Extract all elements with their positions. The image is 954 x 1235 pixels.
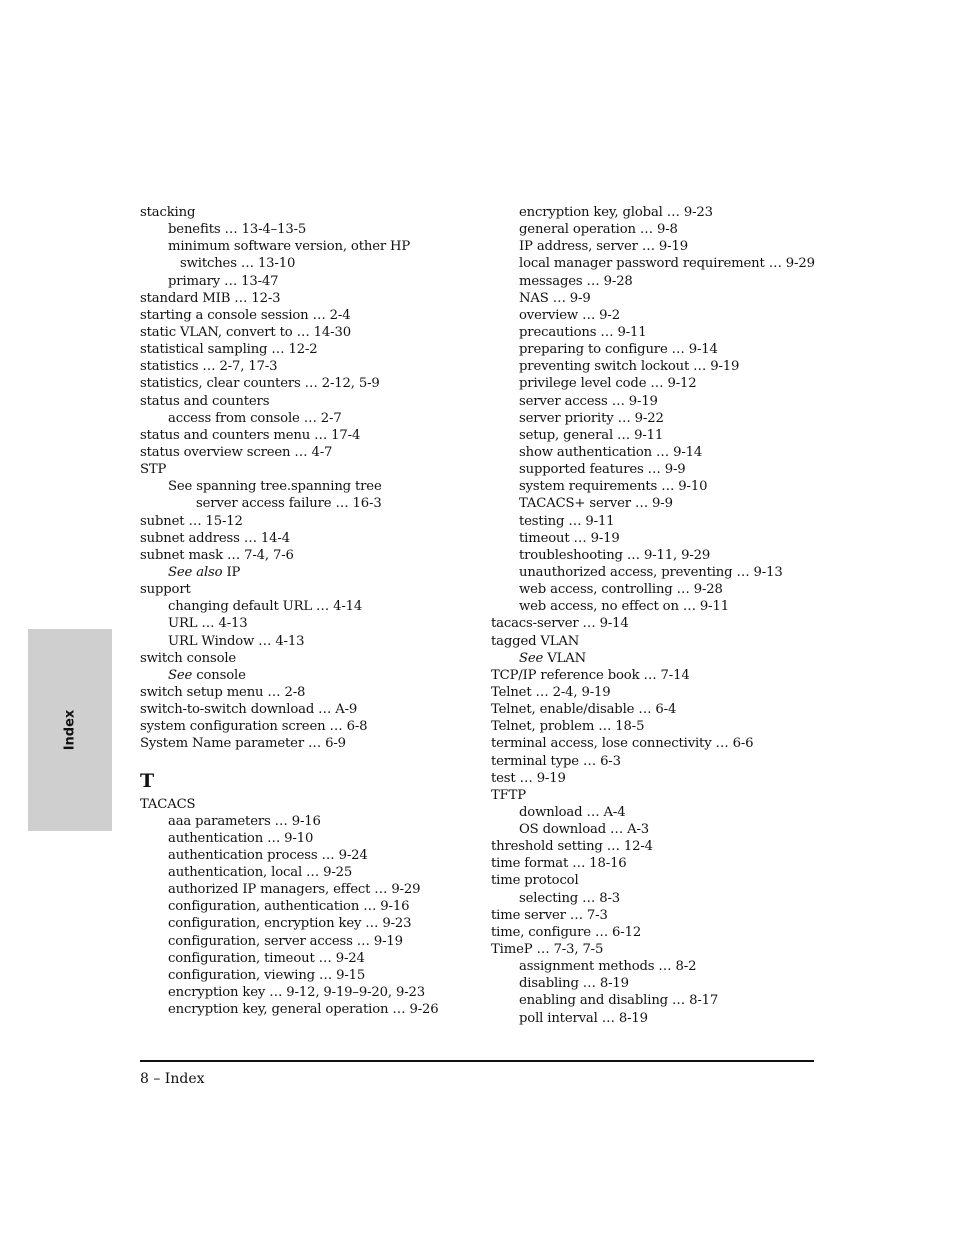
- index-subsubentry: server access failure … 16-3: [196, 496, 382, 512]
- see-target: VLAN: [547, 650, 586, 666]
- page-footer: 8 – Index: [140, 1071, 205, 1087]
- index-entry: switch setup menu … 2-8: [140, 684, 306, 700]
- index-entry: time protocol: [491, 873, 579, 889]
- index-entry: status overview screen … 4-7: [140, 444, 333, 460]
- index-subentry: download … A-4: [519, 804, 626, 820]
- index-entry: status and counters menu … 17-4: [140, 427, 361, 443]
- index-subentry: authentication … 9-10: [168, 830, 314, 846]
- see-label: See: [168, 667, 193, 683]
- index-column-right: [491, 204, 871, 1027]
- index-subentry: messages … 9-28: [519, 273, 633, 289]
- index-entry: Telnet, problem … 18-5: [491, 719, 645, 735]
- footer-rule: [140, 1060, 814, 1062]
- index-entry: stacking: [140, 205, 196, 220]
- index-entry: tacacs-server … 9-14: [491, 616, 629, 632]
- index-entry: TACACS: [140, 796, 196, 812]
- index-entry: TimeP … 7-3, 7-5: [491, 942, 604, 958]
- index-subentry: OS download … A-3: [519, 822, 650, 838]
- index-entry: time, configure … 6-12: [491, 924, 642, 940]
- index-entry: statistics … 2-7, 17-3: [140, 359, 278, 375]
- index-entry: subnet mask … 7-4, 7-6: [140, 547, 294, 563]
- index-entry: subnet address … 14-4: [140, 530, 290, 546]
- index-subentry: general operation … 9-8: [519, 222, 678, 238]
- index-subentry: NAS … 9-9: [519, 290, 591, 306]
- index-subentry: selecting … 8-3: [519, 890, 620, 906]
- index-entry: tagged VLAN: [491, 633, 580, 649]
- index-side-tab-label: Index: [62, 709, 78, 751]
- index-entry: statistics, clear counters … 2-12, 5-9: [140, 376, 380, 392]
- index-subentry: encryption key … 9-12, 9-19–9-20, 9-23: [168, 985, 426, 1001]
- index-entry: statistical sampling … 12-2: [140, 342, 318, 358]
- index-subentry: preparing to configure … 9-14: [519, 342, 718, 358]
- index-entry: TCP/IP reference book … 7-14: [491, 667, 690, 683]
- index-subentry: TACACS+ server … 9-9: [519, 496, 673, 512]
- index-entry: threshold setting … 12-4: [491, 839, 653, 855]
- index-subentry-continued: switches … 13-10: [180, 256, 296, 272]
- index-subentry: access from console … 2-7: [168, 410, 342, 426]
- index-subentry: URL … 4-13: [168, 616, 248, 632]
- index-entry: terminal access, lose connectivity … 6-6: [491, 736, 754, 752]
- index-entry: subnet … 15-12: [140, 513, 243, 529]
- index-subentry: assignment methods … 8-2: [519, 959, 697, 975]
- index-subentry: show authentication … 9-14: [519, 444, 703, 460]
- index-subentry: configuration, server access … 9-19: [168, 933, 403, 949]
- see-also-target: IP: [226, 564, 241, 580]
- index-entry: standard MIB … 12-3: [140, 290, 281, 306]
- index-entry: time server … 7-3: [491, 907, 608, 923]
- index-entry: Telnet … 2-4, 9-19: [491, 684, 611, 700]
- index-subentry: server priority … 9-22: [519, 410, 664, 426]
- index-subentry: encryption key, global … 9-23: [519, 205, 713, 220]
- index-subentry: configuration, viewing … 9-15: [168, 967, 366, 983]
- see-label: See: [519, 650, 544, 666]
- index-subentry: authorized IP managers, effect … 9-29: [168, 882, 421, 898]
- index-entry: switch console: [140, 650, 237, 666]
- index-see: [491, 650, 871, 667]
- index-subentry: server access … 9-19: [519, 393, 658, 409]
- index-see: [140, 667, 510, 684]
- index-see-also: [140, 564, 510, 581]
- index-subentry: authentication, local … 9-25: [168, 865, 353, 881]
- index-subentry: precautions … 9-11: [519, 324, 647, 340]
- index-column-left: [140, 204, 510, 1018]
- index-subentry: changing default URL … 4-14: [168, 599, 363, 615]
- index-subentry: aaa parameters … 9-16: [168, 813, 321, 829]
- index-entry: STP: [140, 462, 167, 478]
- index-entry: test … 9-19: [491, 770, 566, 786]
- index-subentry: authentication process … 9-24: [168, 847, 368, 863]
- index-entry: status and counters: [140, 393, 270, 409]
- index-subentry: local manager password requirement … 9-29: [519, 256, 815, 272]
- index-entry: System Name parameter … 6-9: [140, 736, 346, 752]
- index-subentry: supported features … 9-9: [519, 462, 686, 478]
- index-subentry: enabling and disabling … 8-17: [519, 993, 719, 1009]
- index-subentry: poll interval … 8-19: [519, 1010, 648, 1026]
- index-entry: system configuration screen … 6-8: [140, 719, 368, 735]
- index-entry: switch-to-switch download … A-9: [140, 702, 358, 718]
- index-subentry: configuration, authentication … 9-16: [168, 899, 410, 915]
- index-subentry: primary … 13-47: [168, 273, 279, 289]
- index-entry: starting a console session … 2-4: [140, 307, 351, 323]
- see-also-label: See also: [168, 564, 223, 580]
- index-subentry: setup, general … 9-11: [519, 427, 664, 443]
- index-subentry: web access, controlling … 9-28: [519, 582, 723, 598]
- index-subentry: configuration, timeout … 9-24: [168, 950, 365, 966]
- see-target: console: [196, 667, 246, 683]
- index-subentry: preventing switch lockout … 9-19: [519, 359, 740, 375]
- index-subentry: encryption key, general operation … 9-26: [168, 1002, 439, 1018]
- index-subentry: web access, no effect on … 9-11: [519, 599, 729, 615]
- index-subentry: system requirements … 9-10: [519, 479, 708, 495]
- section-letter: T: [140, 769, 155, 792]
- index-subentry: unauthorized access, preventing … 9-13: [519, 564, 783, 580]
- index-subentry: troubleshooting … 9-11, 9-29: [519, 547, 711, 563]
- index-subentry: timeout … 9-19: [519, 530, 620, 546]
- index-subentry: URL Window … 4-13: [168, 633, 305, 649]
- index-subentry: privilege level code … 9-12: [519, 376, 697, 392]
- index-entry: support: [140, 582, 191, 598]
- index-entry: terminal type … 6-3: [491, 753, 621, 769]
- index-subentry: See spanning tree.spanning tree: [168, 479, 382, 495]
- index-entry: Telnet, enable/disable … 6-4: [491, 702, 677, 718]
- index-subentry: overview … 9-2: [519, 307, 620, 323]
- index-subentry: benefits … 13-4–13-5: [168, 222, 307, 238]
- index-entry: TFTP: [491, 787, 527, 803]
- index-subentry: configuration, encryption key … 9-23: [168, 916, 412, 932]
- index-entry: static VLAN, convert to … 14-30: [140, 324, 351, 340]
- index-subentry: testing … 9-11: [519, 513, 615, 529]
- index-entry: time format … 18-16: [491, 856, 627, 872]
- index-subentry: IP address, server … 9-19: [519, 239, 688, 255]
- index-subentry: minimum software version, other HP: [168, 239, 411, 255]
- index-subentry: disabling … 8-19: [519, 976, 629, 992]
